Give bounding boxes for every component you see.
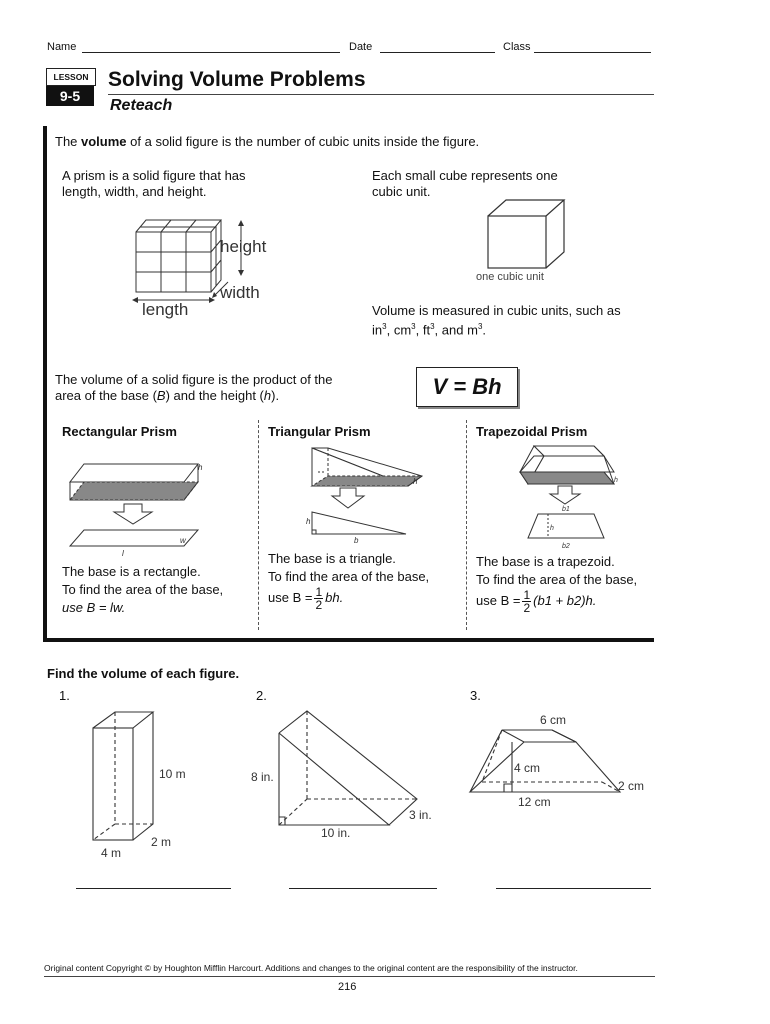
triangular-base-text: The base is a triangle. To find the area of the base, use B = $\frac{1}{2}$ bh. xyxy=(268,551,430,612)
unit-cube-figure xyxy=(470,196,580,288)
exercise-3-figure xyxy=(462,710,652,810)
exercise-2-figure xyxy=(245,705,445,845)
class-field[interactable] xyxy=(534,52,651,53)
ex2-base-label: 10 in. xyxy=(321,826,351,840)
rectangular-prism-figure xyxy=(58,444,253,559)
ex2-depth-label: 3 in. xyxy=(409,808,432,822)
answer-line-3[interactable] xyxy=(496,888,651,889)
height-label: height xyxy=(220,237,267,256)
rect-w-label: w xyxy=(180,536,186,545)
name-field[interactable] xyxy=(82,52,340,53)
trapezoidal-prism-figure xyxy=(476,444,656,549)
exercise-1-number: 1. xyxy=(59,688,70,703)
page-subtitle: Reteach xyxy=(110,97,173,114)
name-label: Name xyxy=(47,41,77,53)
ex2-height-label: 8 in. xyxy=(251,770,274,784)
width-label: width xyxy=(220,283,260,302)
rectangular-prism-title: Rectangular Prism xyxy=(62,424,177,439)
title-rule xyxy=(108,94,654,95)
tri-b-label: b xyxy=(354,536,359,545)
column-divider-1 xyxy=(258,420,259,630)
answer-line-2[interactable] xyxy=(289,888,437,889)
tri-h-label: h xyxy=(306,517,311,526)
volume-definition: The volume of a solid figure is the number of cubic units inside the figure. xyxy=(55,134,480,149)
triangular-prism-figure xyxy=(268,444,458,549)
page-title: Solving Volume Problems xyxy=(108,68,366,91)
rectangular-base-text: The base is a rectangle. To find the area of the base, use B = lw. xyxy=(62,564,224,615)
trap-h-label: h xyxy=(550,525,554,532)
exercise-2-number: 2. xyxy=(256,688,267,703)
length-label: length xyxy=(142,300,189,319)
trap-h-top-label: h xyxy=(614,477,618,484)
exercise-3-number: 3. xyxy=(470,688,481,703)
one-cubic-unit-label: one cubic unit xyxy=(476,271,544,283)
prism-grid-figure xyxy=(128,212,278,322)
ex3-bottom-label: 12 cm xyxy=(518,795,551,809)
page-number: 216 xyxy=(338,981,357,993)
volume-formula-text: The volume of a solid figure is the product of the area of the base (B) and the height (h). xyxy=(55,372,333,403)
tri-h-top-label: h xyxy=(413,477,418,486)
trapezoidal-prism-title: Trapezoidal Prism xyxy=(476,424,588,439)
trap-b1-label: b1 xyxy=(562,506,570,513)
triangular-prism-title: Triangular Prism xyxy=(268,424,371,439)
date-label: Date xyxy=(349,41,373,53)
trapezoidal-base-text: The base is a trapezoid. To find the area of the base, use B = $\frac{1}{2}$ (b1 + b2)h. xyxy=(476,554,638,615)
rect-h-label: h xyxy=(198,463,203,472)
column-divider-2 xyxy=(466,420,467,630)
date-field[interactable] xyxy=(380,52,495,53)
ex3-depth-label: 2 cm xyxy=(618,779,645,793)
ex1-height-label: 10 m xyxy=(159,767,186,781)
rect-l-label: l xyxy=(122,549,124,558)
lesson-number: 9-5 xyxy=(46,86,94,106)
ex3-height-label: 4 cm xyxy=(514,761,541,775)
formula-box: V = Bh xyxy=(416,367,518,407)
cube-unit-text: Each small cube represents one cubic unit. xyxy=(372,168,558,199)
lesson-tag: LESSON xyxy=(46,68,96,86)
class-label: Class xyxy=(503,41,531,53)
trap-b2-label: b2 xyxy=(562,543,570,549)
prism-definition: A prism is a solid figure that has length, width, and height. xyxy=(62,168,246,199)
exercises-heading: Find the volume of each figure. xyxy=(47,666,240,681)
ex1-depth-label: 2 m xyxy=(151,835,172,849)
copyright-text: Original content Copyright © by Houghton Mifflin Harcourt. Additions and changes to the original content are the responsibility of the instructor. xyxy=(44,963,578,973)
panel-left-rule xyxy=(43,126,47,642)
exercise-1-figure xyxy=(85,708,195,863)
cubic-units-text: Volume is measured in cubic units, such as $in^3$, $cm^3$, $ft^3$, and $m^3$. xyxy=(372,303,621,338)
footer-rule xyxy=(44,976,655,977)
ex3-top-label: 6 cm xyxy=(540,713,567,727)
ex1-width-label: 4 m xyxy=(101,846,122,860)
answer-line-1[interactable] xyxy=(76,888,231,889)
panel-bottom-rule xyxy=(43,638,654,642)
